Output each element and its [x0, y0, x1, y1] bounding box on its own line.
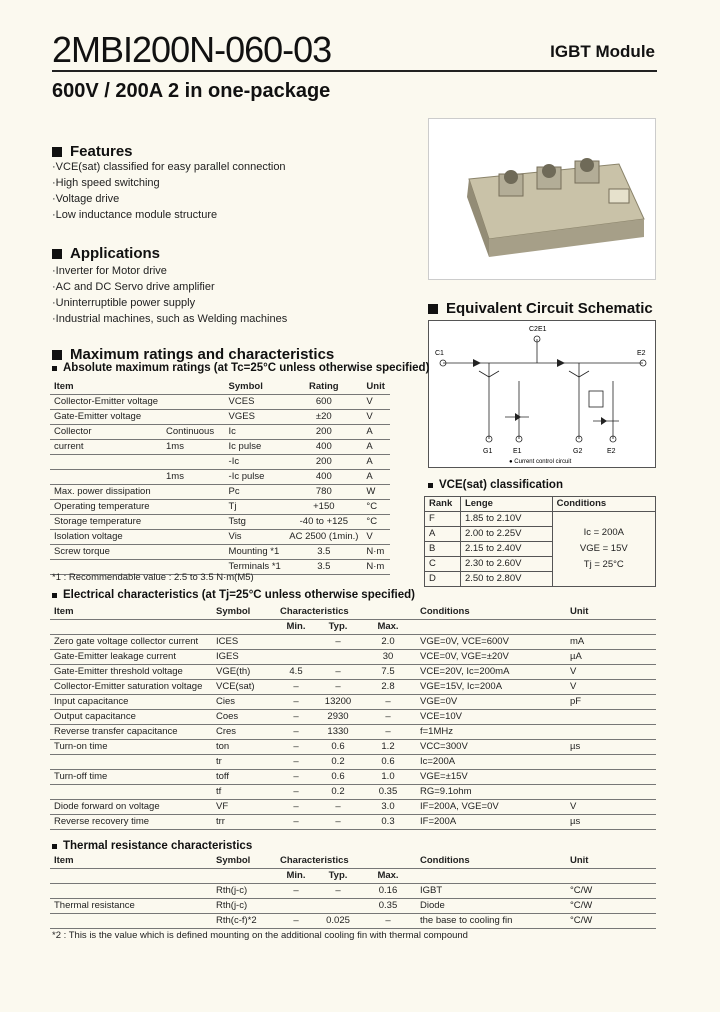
table-cell: Gate-Emitter leakage current: [50, 650, 212, 665]
table-cell: Turn-off time: [50, 770, 212, 785]
table-cell: V: [362, 395, 390, 410]
table-cell: V: [566, 665, 656, 680]
table-row: [50, 425, 390, 440]
table-cell: VGE(th): [212, 665, 276, 680]
table-cell: V: [362, 530, 390, 545]
electrical-heading: Electrical characteristics (at Tj=25°C unless otherwise specified): [52, 589, 415, 601]
table-cell: ±20: [285, 410, 362, 425]
table-cell: 3.5: [285, 560, 362, 575]
schematic-label: E2: [637, 350, 646, 357]
table-cell: Reverse transfer capacitance: [50, 725, 212, 740]
table-row: [50, 650, 656, 665]
applications-heading: Applications: [52, 245, 160, 262]
table-cell: Screw torque: [50, 545, 162, 560]
table-cell: 7.5: [360, 665, 416, 680]
table-cell: W: [362, 485, 390, 500]
table-cell: Gate-Emitter voltage: [50, 410, 162, 425]
table-subheader-row: Min. Typ. Max.: [50, 620, 656, 635]
table-cell: Ic pulse: [225, 440, 286, 455]
table-row: [50, 410, 390, 425]
thermal-heading: Thermal resistance characteristics: [52, 840, 252, 852]
table-cell: Rth(j-c): [212, 884, 276, 899]
table-row: [50, 695, 656, 710]
table-cell: [276, 635, 316, 650]
table-cell: VGE=0V, VCE=600V: [416, 635, 566, 650]
table-cell: 400: [285, 470, 362, 485]
table-cell: current: [50, 440, 162, 455]
table-cell: 30: [360, 650, 416, 665]
table-cell: 0.6: [316, 770, 360, 785]
table-row: [50, 500, 390, 515]
schematic-label: E1: [513, 448, 522, 455]
table-cell: 1.0: [360, 770, 416, 785]
table-cell: IF=200A: [416, 815, 566, 830]
dot-bullet-icon: [52, 844, 57, 849]
table-cell: 0.16: [360, 884, 416, 899]
table-cell: [566, 785, 656, 800]
schematic-caption: ● Current control circuit: [509, 459, 572, 465]
table-cell: –: [316, 680, 360, 695]
table-cell: A: [362, 455, 390, 470]
table-cell: Isolation voltage: [50, 530, 162, 545]
circuit-schematic: [428, 320, 656, 468]
table-cell: µA: [566, 650, 656, 665]
table-cell: [566, 770, 656, 785]
table-cell: IGES: [212, 650, 276, 665]
table-cell: –: [276, 914, 316, 929]
table-cell: 0.6: [360, 755, 416, 770]
table-cell: –: [316, 635, 360, 650]
table-cell: Pc: [225, 485, 286, 500]
list-item: · Inverter for Motor drive: [52, 263, 287, 279]
table-cell: 1330: [316, 725, 360, 740]
product-photo: [428, 118, 656, 280]
table-cell: [50, 755, 212, 770]
table-cell: Gate-Emitter threshold voltage: [50, 665, 212, 680]
table-cell: VF: [212, 800, 276, 815]
table-cell: VCE=20V, Ic=200mA: [416, 665, 566, 680]
table-cell: –: [276, 710, 316, 725]
table-cell: –: [276, 755, 316, 770]
table-cell: Storage temperature: [50, 515, 162, 530]
table-row: [50, 680, 656, 695]
table-cell: Diode forward on voltage: [50, 800, 212, 815]
square-bullet-icon: [52, 147, 62, 157]
table-cell: °C/W: [566, 884, 656, 899]
list-item: · VCE(sat) classified for easy parallel connection: [52, 159, 286, 175]
table-cell: 1ms: [162, 470, 225, 485]
applications-list: [52, 263, 287, 327]
dot-bullet-icon: [52, 366, 57, 371]
table-cell: VCES: [225, 395, 286, 410]
table-cell: pF: [566, 695, 656, 710]
table-header-row: Item Symbol Characteristics Conditions Unit: [50, 605, 656, 620]
table-cell: Thermal resistance: [50, 899, 212, 914]
table-cell: [50, 470, 162, 485]
table-cell: –: [316, 665, 360, 680]
table-cell: 200: [285, 455, 362, 470]
table-row: [50, 470, 390, 485]
table-cell: trr: [212, 815, 276, 830]
abs-max-subheading: Absolute maximum ratings (at Tc=25°C unless otherwise specified): [52, 362, 429, 374]
table-header-row: Rank Lenge Conditions: [425, 497, 656, 512]
table-cell: Max. power dissipation: [50, 485, 162, 500]
table-cell: 1ms: [162, 440, 225, 455]
table-row: [50, 395, 390, 410]
table-cell: Tj: [225, 500, 286, 515]
table-cell: VCE=0V, VGE=±20V: [416, 650, 566, 665]
list-item: · High speed switching: [52, 175, 286, 191]
table-cell: Mounting *1: [225, 545, 286, 560]
table-cell: 2.0: [360, 635, 416, 650]
square-bullet-icon: [52, 350, 62, 360]
footnote-1: *1 : Recommendable value : 2.5 to 3.5 N·m(M5): [52, 572, 254, 583]
table-cell: Turn-on time: [50, 740, 212, 755]
list-item: · Voltage drive: [52, 191, 286, 207]
table-cell: [276, 650, 316, 665]
table-cell: Zero gate voltage collector current: [50, 635, 212, 650]
table-row: [50, 785, 656, 800]
footnote-2: *2 : This is the value which is defined mounting on the additional cooling fin with thermal compound: [52, 930, 468, 941]
table-cell: –: [360, 710, 416, 725]
table-cell: [50, 884, 212, 899]
table-cell: Tstg: [225, 515, 286, 530]
table-cell: Coes: [212, 710, 276, 725]
table-cell: mA: [566, 635, 656, 650]
table-cell: 3.5: [285, 545, 362, 560]
table-cell: IGBT: [416, 884, 566, 899]
table-cell: °C/W: [566, 914, 656, 929]
table-cell: ton: [212, 740, 276, 755]
table-row: [50, 899, 656, 914]
table-row: [50, 914, 656, 929]
table-row: B 2.15 to 2.40V: [425, 542, 656, 557]
electrical-table: [50, 605, 656, 830]
list-item: · Industrial machines, such as Welding machines: [52, 311, 287, 327]
table-cell: –: [276, 695, 316, 710]
table-cell: 3.0: [360, 800, 416, 815]
table-cell: N·m: [362, 545, 390, 560]
part-number: 2MBI200N-060-03: [52, 29, 332, 70]
table-cell: Vis: [225, 530, 286, 545]
table-cell: Rth(c-f)*2: [212, 914, 276, 929]
thermal-table: [50, 854, 656, 929]
table-cell: 780: [285, 485, 362, 500]
square-bullet-icon: [52, 249, 62, 259]
table-subheader-row: Min. Typ. Max.: [50, 869, 656, 884]
table-cell: N·m: [362, 560, 390, 575]
table-cell: –: [276, 884, 316, 899]
table-cell: [50, 785, 212, 800]
table-cell: [566, 725, 656, 740]
table-row: [50, 710, 656, 725]
table-cell: Cres: [212, 725, 276, 740]
table-cell: RG=9.1ohm: [416, 785, 566, 800]
table-row: [50, 545, 390, 560]
table-cell: –: [316, 815, 360, 830]
table-cell: 0.35: [360, 899, 416, 914]
table-cell: [276, 899, 316, 914]
table-cell: –: [276, 815, 316, 830]
table-row: [50, 740, 656, 755]
max-ratings-heading: Maximum ratings and characteristics: [52, 346, 334, 363]
table-row: [50, 725, 656, 740]
table-cell: 0.2: [316, 785, 360, 800]
table-cell: µs: [566, 740, 656, 755]
table-cell: Collector-Emitter voltage: [50, 395, 162, 410]
table-row: [50, 815, 656, 830]
table-cell: [162, 395, 225, 410]
vce-class-heading: VCE(sat) classification: [428, 479, 563, 491]
table-row: [50, 515, 390, 530]
table-cell: the base to cooling fin: [416, 914, 566, 929]
table-row: [50, 800, 656, 815]
table-row: [50, 455, 390, 470]
max-ratings-table: [50, 380, 390, 575]
table-cell: VGE=±15V: [416, 770, 566, 785]
table-cell: -40 to +125: [285, 515, 362, 530]
schematic-label: C1: [435, 350, 444, 357]
schematic-label: G2: [573, 448, 583, 455]
table-cell: °C/W: [566, 899, 656, 914]
table-cell: [50, 914, 212, 929]
schematic-label: C2E1: [529, 326, 547, 333]
table-cell: Ic=200A: [416, 755, 566, 770]
table-cell: [566, 755, 656, 770]
table-cell: [162, 515, 225, 530]
table-cell: 0.2: [316, 755, 360, 770]
table-cell: VGE=0V: [416, 695, 566, 710]
table-cell: Operating temperature: [50, 500, 162, 515]
table-cell: –: [276, 785, 316, 800]
table-cell: –: [276, 740, 316, 755]
table-row: [50, 485, 390, 500]
table-cell: –: [316, 884, 360, 899]
table-cell: [162, 410, 225, 425]
title-rule: [52, 70, 657, 72]
table-cell: Collector-Emitter saturation voltage: [50, 680, 212, 695]
table-cell: Diode: [416, 899, 566, 914]
table-header-row: Item Symbol Rating Unit: [50, 380, 390, 395]
table-row: A 2.00 to 2.25V: [425, 527, 656, 542]
table-cell: [162, 500, 225, 515]
table-cell: tr: [212, 755, 276, 770]
table-cell: [162, 485, 225, 500]
table-cell: ICES: [212, 635, 276, 650]
table-cell: 0.3: [360, 815, 416, 830]
table-row: [50, 755, 656, 770]
table-row: [50, 770, 656, 785]
features-list: [52, 159, 286, 223]
table-cell: Rth(j-c): [212, 899, 276, 914]
table-cell: –: [360, 725, 416, 740]
table-cell: –: [276, 680, 316, 695]
subtitle: 600V / 200A 2 in one-package: [52, 80, 331, 102]
table-cell: A: [362, 440, 390, 455]
table-cell: 2930: [316, 710, 360, 725]
table-cell: –: [360, 695, 416, 710]
table-cell: IF=200A, VGE=0V: [416, 800, 566, 815]
table-cell: Reverse recovery time: [50, 815, 212, 830]
table-row: F 1.85 to 2.10V Ic = 200A VGE = 15V Tj = 25°C: [425, 512, 656, 527]
table-cell: 600: [285, 395, 362, 410]
device-type: IGBT Module: [550, 42, 655, 61]
table-cell: [162, 530, 225, 545]
table-cell: Collector: [50, 425, 162, 440]
schematic-heading: Equivalent Circuit Schematic: [428, 300, 653, 317]
table-row: D 2.50 to 2.80V: [425, 572, 656, 587]
table-cell: A: [362, 425, 390, 440]
table-cell: 0.35: [360, 785, 416, 800]
table-header-row: Item Symbol Characteristics Conditions Unit: [50, 854, 656, 869]
table-cell: -Ic: [225, 455, 286, 470]
list-item: · Uninterruptible power supply: [52, 295, 287, 311]
table-cell: f=1MHz: [416, 725, 566, 740]
dot-bullet-icon: [428, 483, 433, 488]
table-row: [50, 665, 656, 680]
schematic-label: E2: [607, 448, 616, 455]
table-cell: Ic: [225, 425, 286, 440]
table-cell: V: [566, 800, 656, 815]
table-row: [50, 884, 656, 899]
table-cell: –: [316, 800, 360, 815]
table-cell: [316, 650, 360, 665]
list-item: · Low inductance module structure: [52, 207, 286, 223]
table-cell: Output capacitance: [50, 710, 212, 725]
table-cell: VCE=10V: [416, 710, 566, 725]
table-cell: –: [360, 914, 416, 929]
table-cell: [316, 899, 360, 914]
dot-bullet-icon: [52, 593, 57, 598]
table-cell: +150: [285, 500, 362, 515]
table-cell: [566, 710, 656, 725]
table-cell: Cies: [212, 695, 276, 710]
table-cell: 0.6: [316, 740, 360, 755]
table-cell: VGES: [225, 410, 286, 425]
table-cell: –: [276, 725, 316, 740]
table-cell: VCC=300V: [416, 740, 566, 755]
table-row: C 2.30 to 2.60V: [425, 557, 656, 572]
schematic-label: G1: [483, 448, 493, 455]
table-row: [50, 440, 390, 455]
table-row: [50, 635, 656, 650]
table-cell: 1.2: [360, 740, 416, 755]
table-cell: Input capacitance: [50, 695, 212, 710]
table-cell: 13200: [316, 695, 360, 710]
table-row: [50, 530, 390, 545]
table-cell: [50, 455, 162, 470]
table-cell: tf: [212, 785, 276, 800]
table-cell: VGE=15V, Ic=200A: [416, 680, 566, 695]
table-cell: VCE(sat): [212, 680, 276, 695]
table-cell: 2.8: [360, 680, 416, 695]
table-cell: µs: [566, 815, 656, 830]
table-cell: V: [566, 680, 656, 695]
table-cell: A: [362, 470, 390, 485]
table-cell: °C: [362, 500, 390, 515]
table-cell: 0.025: [316, 914, 360, 929]
table-cell: [162, 455, 225, 470]
table-cell: 400: [285, 440, 362, 455]
table-cell: Continuous: [162, 425, 225, 440]
table-cell: AC 2500 (1min.): [285, 530, 362, 545]
table-cell: °C: [362, 515, 390, 530]
features-heading: Features: [52, 143, 133, 160]
table-cell: –: [276, 770, 316, 785]
table-cell: [162, 545, 225, 560]
table-cell: –: [276, 800, 316, 815]
square-bullet-icon: [428, 304, 438, 314]
table-cell: 200: [285, 425, 362, 440]
vce-class-table: [424, 496, 656, 587]
table-cell: Terminals *1: [225, 560, 286, 575]
table-cell: -Ic pulse: [225, 470, 286, 485]
table-cell: 4.5: [276, 665, 316, 680]
table-cell: V: [362, 410, 390, 425]
list-item: · AC and DC Servo drive amplifier: [52, 279, 287, 295]
table-cell: toff: [212, 770, 276, 785]
